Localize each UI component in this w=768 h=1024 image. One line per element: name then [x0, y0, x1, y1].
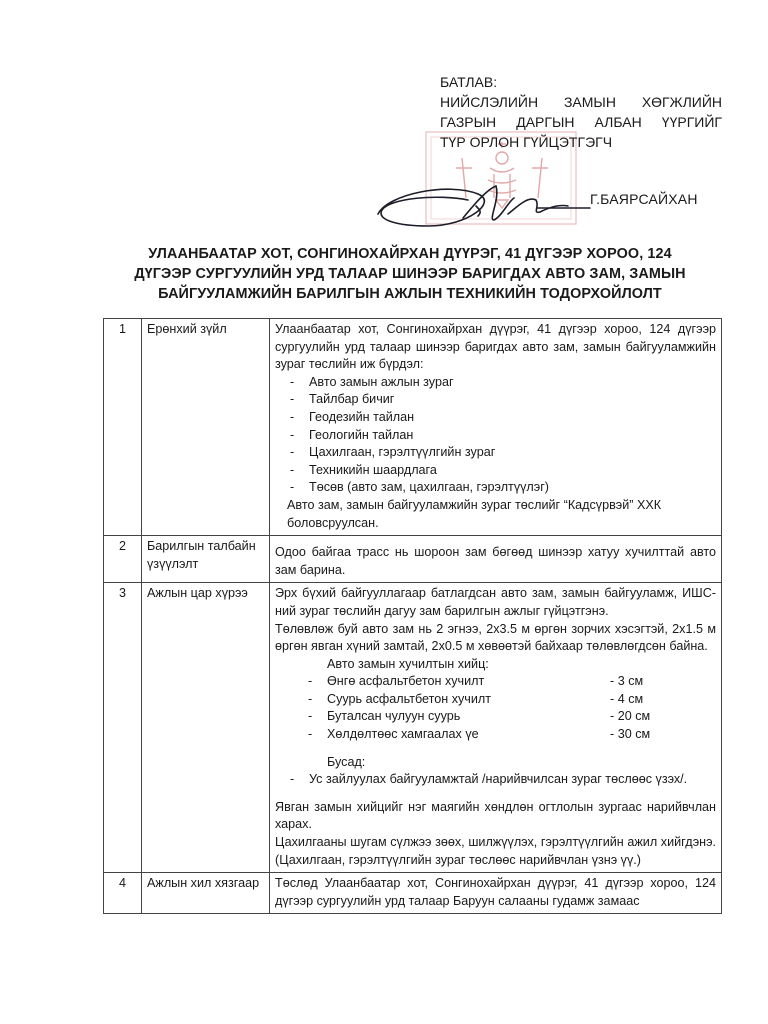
row-content [270, 583, 722, 873]
general-outro: Авто зам, замын байгууламжийн зураг төслийг “Кадсүрвэй” ХХК боловсруулсан. [287, 497, 662, 530]
row-number: 4 [104, 873, 142, 914]
list-item [305, 726, 716, 744]
layer-name: - Суурь асфальтбетон хучилт [327, 691, 492, 706]
row-number: 3 [104, 583, 142, 873]
list-item: - Техникийн шаардлага [287, 462, 716, 480]
layer-thickness: - 3 см [610, 674, 644, 689]
approval-line-3: ТҮР ОРЛОН ГҮЙЦЭТГЭГЧ [440, 134, 613, 150]
approval-block [440, 72, 722, 152]
pavement-layers [275, 656, 716, 744]
approval-heading: БАТЛАВ: [440, 74, 498, 90]
title-line-1: УЛААНБААТАР ХОТ, СОНГИНОХАЙРХАН ДҮҮРЭГ, 41 ДҮГЭЭР ХОРОО, 124 [148, 246, 672, 262]
list-item [305, 691, 716, 709]
table-row [104, 873, 722, 914]
title-line-3: БАЙГУУЛАМЖИЙН БАРИЛГЫН АЖЛЫН ТЕХНИКИЙН ТОДОРХОЙЛОЛТ [158, 286, 662, 302]
general-intro: Улаанбаатар хот, Сонгинохайрхан дүүрэг, 41 дүгээр хороо, 124 дүгээр сургуулийн урд талаар шинээр баригдах авто зам, замын байгууламжийн зураг төслийн иж бүрдэл: [275, 322, 716, 372]
layer-thickness: - 20 см [610, 709, 651, 724]
scope-paragraph-2: Төлөвлөж буй авто зам нь 2 эгнээ, 2х3.5 м өргөн зорчих хэсэгтэй, 2х1.5 м өргөн явган хүний замтай, 2х0.5 м хөвөөтэй байхаар төлөвлөгдсөн байна. [275, 621, 716, 654]
document-set-list [275, 374, 716, 497]
table-row [104, 583, 722, 873]
scope-paragraph-4: Цахилгааны шугам сүлжээ зөөх, шилжүүлэх, гэрэлтүүлгийн ажил хийгдэнэ. (Цахилгаан, гэрэлтүүлгийн зураг төслөөс нарийвчлан үзнэ үү.) [275, 835, 716, 867]
row-name: Ажлын цар хүрээ [142, 583, 270, 873]
scope-paragraph-3: Явган замын хийцийг нэг маягийн хөндлөн огтлолын зургаас нарийвчлан харах. [275, 799, 716, 832]
list-item: - Тайлбар бичиг [287, 391, 716, 409]
table-row [104, 536, 722, 583]
list-item: - Цахилгаан, гэрэлтүүлгийн зураг [287, 444, 716, 462]
boundary-description: Төслөд Улаанбаатар хот, Сонгинохайрхан дүүрэг, 41 дүгээр хороо, 124 дүгээр сургуулийн урд талаар Баруун салааны гудамж замаас [275, 876, 716, 908]
other-heading: Бусад: [327, 754, 366, 769]
row-name: Барилгын талбайн үзүүлэлт [142, 536, 270, 583]
list-item: - Геологийн тайлан [287, 427, 716, 445]
layer-thickness: - 4 см [610, 691, 644, 706]
other-list [275, 771, 716, 789]
approval-line-1: НИЙСЛЭЛИЙН ЗАМЫН ХӨГЖЛИЙН [440, 94, 722, 110]
title-line-2: ДҮГЭЭР СУРГУУЛИЙН УРД ТАЛААР ШИНЭЭР БАРИГДАХ АВТО ЗАМ, ЗАМЫН [134, 266, 686, 282]
row-content [270, 536, 722, 583]
list-item: - Геодезийн тайлан [287, 409, 716, 427]
table-row [104, 319, 722, 536]
list-item [305, 673, 716, 691]
site-description: Одоо байгаа трасс нь шороон зам бөгөөд шинээр хатуу хучилттай авто зам барина. [275, 545, 716, 577]
layer-name: - Өнгө асфальтбетон хучилт [327, 674, 485, 689]
row-name: Ажлын хил хязгаар [142, 873, 270, 914]
list-item: - Ус зайлуулах байгууламжтай /нарийвчилсан зураг төслөөс үзэх/. [287, 771, 716, 789]
scope-paragraph-1: Эрх бүхий байгууллагаар батлагдсан авто зам, замын байгууламж, ИШС-ний зураг төслийн дагуу зам барилгын ажлыг гүйцэтгэнэ. [275, 586, 716, 618]
layer-name: - Буталсан чулуун суурь [327, 709, 461, 724]
handwritten-signature [368, 176, 598, 236]
row-content [270, 319, 722, 536]
layers-heading: Авто замын хучилтын хийц: [327, 656, 489, 671]
list-item [305, 708, 716, 726]
document-title [100, 244, 720, 304]
row-content [270, 873, 722, 914]
list-item: - Авто замын ажлын зураг [287, 374, 716, 392]
approval-line-2: ГАЗРЫН ДАРГЫН АЛБАН ҮҮРГИЙГ [440, 114, 722, 130]
specification-table [103, 318, 722, 914]
signatory-name: Г.БАЯРСАЙХАН [590, 191, 698, 207]
layer-name: - Хөлдөлтөөс хамгаалах үе [327, 727, 479, 742]
row-name: Ерөнхий зүйл [142, 319, 270, 536]
layer-thickness: - 30 см [610, 727, 651, 742]
row-number: 2 [104, 536, 142, 583]
row-number: 1 [104, 319, 142, 536]
list-item: - Төсөв (авто зам, цахилгаан, гэрэлтүүлэг) [287, 479, 716, 497]
